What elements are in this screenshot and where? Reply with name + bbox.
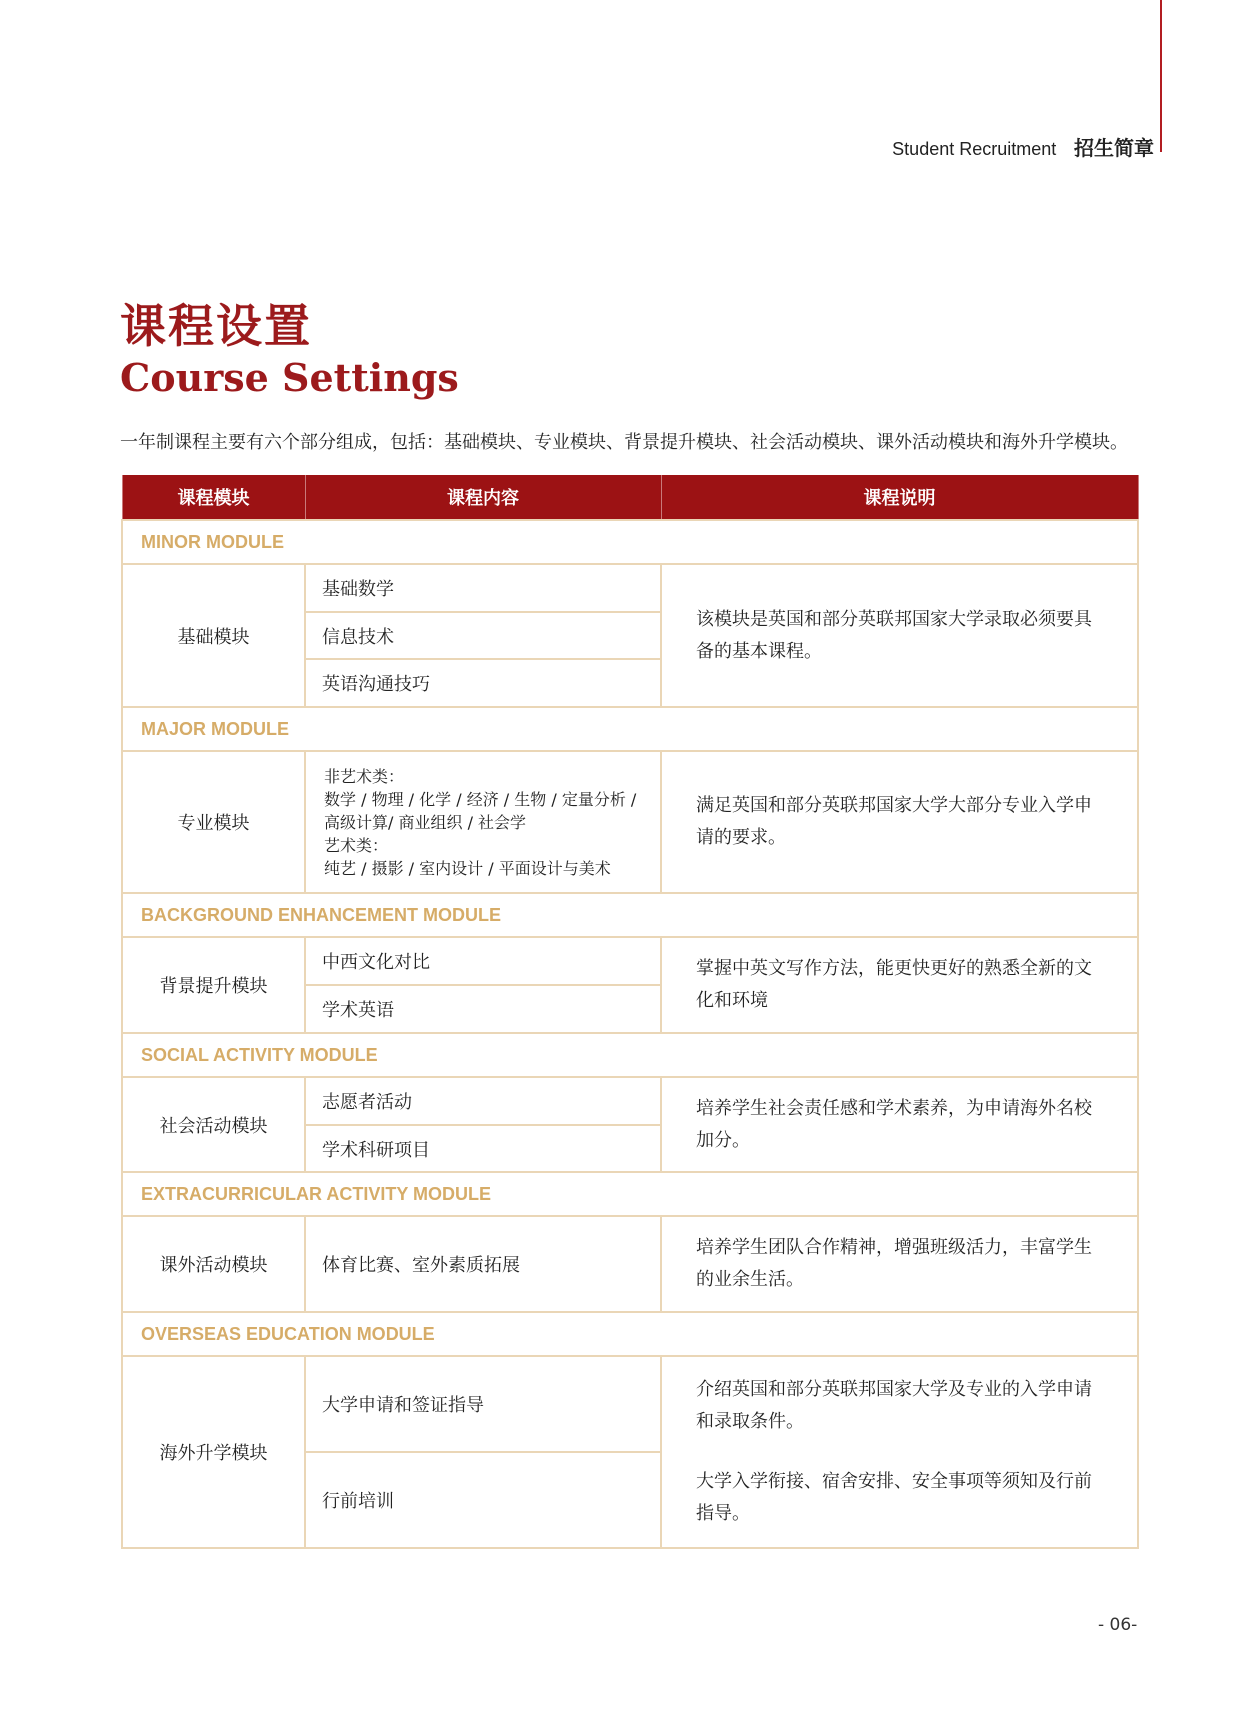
header-cn: 招生简章 [1074, 136, 1154, 160]
content-item: 信息技术 [305, 612, 661, 659]
course-table [121, 475, 1139, 1549]
content-item [305, 751, 661, 893]
content-item: 学术英语 [305, 985, 661, 1033]
table-row [122, 1077, 1138, 1125]
category-label: MAJOR MODULE [122, 707, 1138, 751]
content-line: 艺术类： [324, 835, 389, 855]
content-line: 高级计算/ 商业组织 / 社会学 [324, 812, 527, 832]
category-label: SOCIAL ACTIVITY MODULE [122, 1033, 1138, 1077]
header-module: 课程模块 [122, 475, 305, 520]
content-item: 英语沟通技巧 [305, 659, 661, 707]
module-description: 培养学生社会责任感和学术素养，为申请海外名校加分。 [661, 1077, 1138, 1172]
module-name: 社会活动模块 [122, 1077, 305, 1172]
header-content: 课程内容 [305, 475, 661, 520]
module-name: 背景提升模块 [122, 937, 305, 1033]
accent-line [1160, 0, 1162, 152]
content-item: 行前培训 [305, 1452, 661, 1548]
module-name: 基础模块 [122, 564, 305, 707]
content-item: 中西文化对比 [305, 937, 661, 985]
table-row [122, 1216, 1138, 1312]
module-description: 满足英国和部分英联邦国家大学大部分专业入学申请的要求。 [661, 751, 1138, 893]
category-row [122, 1312, 1138, 1356]
content-item: 体育比赛、室外素质拓展 [305, 1216, 661, 1312]
category-row [122, 707, 1138, 751]
content-item: 志愿者活动 [305, 1077, 661, 1125]
header-description: 课程说明 [661, 475, 1138, 520]
category-row [122, 893, 1138, 937]
module-description: 该模块是英国和部分英联邦国家大学录取必须要具备的基本课程。 [661, 564, 1138, 707]
content-line: 非艺术类： [324, 766, 405, 786]
content-item: 学术科研项目 [305, 1125, 661, 1172]
table-header-row [122, 475, 1138, 520]
module-name: 专业模块 [122, 751, 305, 893]
content-item: 基础数学 [305, 564, 661, 612]
module-description: 培养学生团队合作精神，增强班级活力，丰富学生的业余生活。 [661, 1216, 1138, 1312]
page-number: - 06- [1098, 1615, 1138, 1635]
module-description: 掌握中英文写作方法，能更快更好的熟悉全新的文化和环境 [661, 937, 1138, 1033]
table-row [122, 1356, 1138, 1452]
category-label: OVERSEAS EDUCATION MODULE [122, 1312, 1138, 1356]
page-title-cn: 课程设置 [120, 299, 312, 353]
category-label: BACKGROUND ENHANCEMENT MODULE [122, 893, 1138, 937]
description-paragraph: 介绍英国和部分英联邦国家大学及专业的入学申请和录取条件。 [696, 1379, 1092, 1432]
page-title-en: Course Settings [120, 355, 459, 400]
category-row [122, 520, 1138, 564]
category-label: EXTRACURRICULAR ACTIVITY MODULE [122, 1172, 1138, 1216]
intro-text: 一年制课程主要有六个部分组成，包括：基础模块、专业模块、背景提升模块、社会活动模块、课外活动模块和海外升学模块。 [120, 432, 1128, 453]
category-row [122, 1172, 1138, 1216]
table-row [122, 564, 1138, 612]
module-description [661, 1356, 1138, 1548]
table-row [122, 937, 1138, 985]
description-paragraph: 大学入学衔接、宿舍安排、安全事项等须知及行前指导。 [696, 1471, 1092, 1524]
module-name: 课外活动模块 [122, 1216, 305, 1312]
table-row [122, 751, 1138, 893]
category-row [122, 1033, 1138, 1077]
page-header [892, 132, 1154, 161]
content-item: 大学申请和签证指导 [305, 1356, 661, 1452]
content-line: 纯艺 / 摄影 / 室内设计 / 平面设计与美术 [324, 858, 611, 878]
content-line: 数学 / 物理 / 化学 / 经济 / 生物 / 定量分析 / [324, 789, 637, 809]
header-en: Student Recruitment [892, 139, 1057, 159]
category-label: MINOR MODULE [122, 520, 1138, 564]
module-name: 海外升学模块 [122, 1356, 305, 1548]
